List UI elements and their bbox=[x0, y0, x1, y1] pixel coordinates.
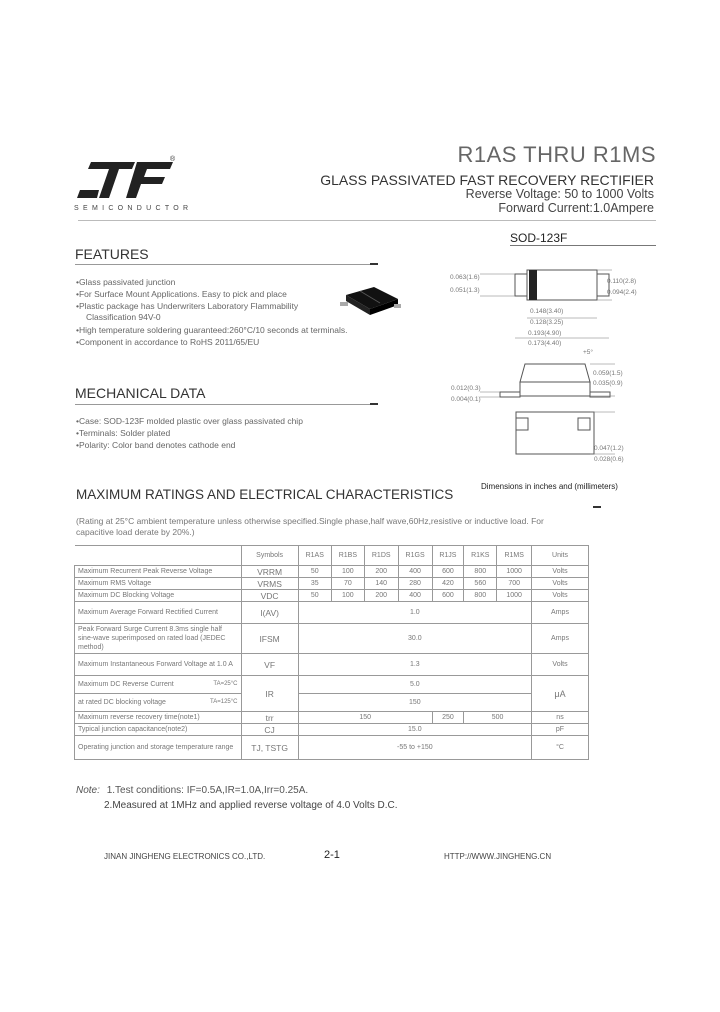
value-cell: 200 bbox=[364, 590, 398, 602]
features-list bbox=[76, 276, 376, 312]
part-number-title: R1AS THRU R1MS bbox=[457, 142, 656, 167]
reverse-voltage: Reverse Voltage: 50 to 1000 Volts bbox=[465, 187, 654, 201]
notes-label: Note: bbox=[76, 785, 100, 796]
ratings-table bbox=[74, 545, 589, 760]
param-cell: Operating junction and storage temperature range bbox=[75, 736, 242, 760]
symbol-cell: TJ, TSTG bbox=[241, 736, 298, 760]
unit-cell: °C bbox=[532, 736, 589, 760]
value-cell: 500 bbox=[464, 712, 532, 724]
value-cell: 560 bbox=[464, 578, 497, 590]
dim-label: 0.004(0.1) bbox=[451, 396, 481, 403]
param-cell: Typical junction capacitance(note2) bbox=[75, 724, 242, 736]
table-row bbox=[75, 590, 589, 602]
value-cell: 280 bbox=[398, 578, 432, 590]
value-cell: 150 bbox=[298, 712, 432, 724]
condition-text: TA=25°C bbox=[213, 681, 238, 687]
footer-company: JINAN JINGHENG ELECTRONICS CO.,LTD. bbox=[104, 852, 266, 861]
value-cell: 800 bbox=[464, 590, 497, 602]
unit-cell: Volts bbox=[532, 566, 589, 578]
unit-cell: Volts bbox=[532, 590, 589, 602]
symbol-cell: VRMS bbox=[241, 578, 298, 590]
dim-label: 0.059(1.5) bbox=[593, 370, 623, 377]
value-cell: 100 bbox=[331, 590, 364, 602]
value-cell: 50 bbox=[298, 590, 331, 602]
symbol-cell: CJ bbox=[241, 724, 298, 736]
table-row bbox=[75, 694, 589, 712]
header-cell: R1JS bbox=[432, 546, 464, 566]
value-cell: 1.3 bbox=[298, 654, 531, 676]
value-cell: 700 bbox=[497, 578, 532, 590]
dimensions-note: Dimensions in inches and (millimeters) bbox=[481, 482, 618, 491]
note-1: 1.Test conditions: IF=0.5A,IR=1.0A,Irr=0.25A. bbox=[106, 785, 309, 796]
unit-cell: Volts bbox=[532, 578, 589, 590]
table-row bbox=[75, 654, 589, 676]
param-cell: Maximum Average Forward Rectified Current bbox=[75, 602, 242, 624]
registered-mark: ® bbox=[170, 156, 176, 163]
value-cell: -55 to +150 bbox=[298, 736, 531, 760]
unit-cell: μA bbox=[532, 676, 589, 712]
header-cell: R1AS bbox=[298, 546, 331, 566]
symbol-cell: I(AV) bbox=[241, 602, 298, 624]
value-cell: 15.0 bbox=[298, 724, 531, 736]
table-row bbox=[75, 676, 589, 694]
list-item: • High temperature soldering guaranteed:260°C/10 seconds at terminals. bbox=[76, 324, 376, 336]
unit-cell: Amps bbox=[532, 624, 589, 654]
section-dash bbox=[593, 506, 601, 508]
param-cell: Maximum RMS Voltage bbox=[75, 578, 242, 590]
company-logo bbox=[77, 160, 177, 200]
symbol-cell: IFSM bbox=[241, 624, 298, 654]
mechanical-underline bbox=[75, 404, 375, 405]
table-row bbox=[75, 724, 589, 736]
unit-cell: Amps bbox=[532, 602, 589, 624]
value-cell: 600 bbox=[432, 566, 464, 578]
table-row bbox=[75, 624, 589, 654]
param-cell: Maximum Recurrent Peak Reverse Voltage bbox=[75, 566, 242, 578]
value-cell: 800 bbox=[464, 566, 497, 578]
list-item: • Polarity: Color band denotes cathode end bbox=[76, 439, 396, 451]
unit-cell: Volts bbox=[532, 654, 589, 676]
value-cell: 35 bbox=[298, 578, 331, 590]
value-cell: 100 bbox=[331, 566, 364, 578]
symbol-cell: IR bbox=[241, 676, 298, 712]
value-cell: 400 bbox=[398, 566, 432, 578]
dim-label: 0.128(3.25) bbox=[530, 319, 564, 326]
value-cell: 30.0 bbox=[298, 624, 531, 654]
dim-label: 0.063(1.6) bbox=[450, 274, 480, 281]
param-cell bbox=[75, 676, 242, 694]
dim-label: 0.148(3.40) bbox=[530, 308, 564, 315]
header-cell: R1DS bbox=[364, 546, 398, 566]
footer-url[interactable]: HTTP://WWW.JINGHENG.CN bbox=[444, 852, 552, 861]
value-cell: 5.0 bbox=[298, 676, 531, 694]
table-row bbox=[75, 578, 589, 590]
value-cell: 1000 bbox=[497, 566, 532, 578]
note-2: 2.Measured at 1MHz and applied reverse voltage of 4.0 Volts D.C. bbox=[104, 800, 398, 811]
list-item: • Plastic package has Underwriters Laboratory Flammability bbox=[76, 300, 376, 312]
section-dash bbox=[370, 263, 378, 265]
ratings-heading: MAXIMUM RATINGS AND ELECTRICAL CHARACTERISTICS bbox=[76, 487, 454, 502]
forward-current: Forward Current:1.0Ampere bbox=[498, 201, 654, 215]
unit-cell: ns bbox=[532, 712, 589, 724]
list-item: • Terminals: Solder plated bbox=[76, 427, 396, 439]
param-text: Maximum DC Reverse Current bbox=[78, 681, 174, 688]
value-cell: 250 bbox=[432, 712, 464, 724]
condition-text: TA=125°C bbox=[210, 699, 238, 705]
param-text: at rated DC blocking voltage bbox=[78, 699, 166, 706]
table-row bbox=[75, 602, 589, 624]
header-cell: R1GS bbox=[398, 546, 432, 566]
dim-label: 0.110(2.8) bbox=[607, 278, 637, 285]
symbol-cell: VRRM bbox=[241, 566, 298, 578]
header-cell: R1BS bbox=[331, 546, 364, 566]
table-row bbox=[75, 566, 589, 578]
section-dash bbox=[370, 403, 378, 405]
dim-label: 0.193(4.90) bbox=[528, 330, 562, 337]
dim-label: 0.047(1.2) bbox=[594, 445, 624, 452]
param-cell: Maximum DC Blocking Voltage bbox=[75, 590, 242, 602]
list-item: • Case: SOD-123F molded plastic over glass passivated chip bbox=[76, 415, 396, 427]
table-header-row bbox=[75, 546, 589, 566]
header-divider bbox=[78, 220, 656, 221]
footer-page-number: 2-1 bbox=[324, 849, 340, 861]
list-item: • For Surface Mount Applications. Easy to pick and place bbox=[76, 288, 376, 300]
unit-cell: pF bbox=[532, 724, 589, 736]
value-cell: 1000 bbox=[497, 590, 532, 602]
device-description: GLASS PASSIVATED FAST RECOVERY RECTIFIER bbox=[320, 172, 654, 188]
symbol-cell: VF bbox=[241, 654, 298, 676]
value-cell: 150 bbox=[298, 694, 531, 712]
param-cell: Peak Forward Surge Current 8.3ms single half sine-wave superimposed on rated load (JEDEC method) bbox=[75, 624, 242, 654]
semiconductor-label: SEMICONDUCTOR bbox=[74, 205, 193, 212]
rating-conditions: (Rating at 25°C ambient temperature unless otherwise specified.Single phase,half wave,60Hz,resistive or inductive load. For capacitive load derate by 20%.) bbox=[76, 516, 544, 537]
symbol-cell: trr bbox=[241, 712, 298, 724]
header-cell: R1KS bbox=[464, 546, 497, 566]
dim-label: 0.028(0.6) bbox=[594, 456, 624, 463]
param-cell: Maximum reverse recovery time(note1) bbox=[75, 712, 242, 724]
dim-label: 0.012(0.3) bbox=[451, 385, 481, 392]
notes-block bbox=[76, 785, 308, 796]
value-cell: 50 bbox=[298, 566, 331, 578]
package-name: SOD-123F bbox=[510, 231, 656, 246]
value-cell: 200 bbox=[364, 566, 398, 578]
features-heading: FEATURES bbox=[75, 246, 149, 262]
value-cell: 70 bbox=[331, 578, 364, 590]
symbol-cell: VDC bbox=[241, 590, 298, 602]
param-cell: Maximum Instantaneous Forward Voltage at 1.0 A bbox=[75, 654, 242, 676]
header-cell: Units bbox=[532, 546, 589, 566]
features-list-cont bbox=[76, 324, 376, 348]
dim-label: 0.051(1.3) bbox=[450, 287, 480, 294]
param-cell bbox=[75, 694, 242, 712]
value-cell: 140 bbox=[364, 578, 398, 590]
table-row bbox=[75, 736, 589, 760]
list-item-continuation: Classification 94V-0 bbox=[86, 312, 161, 322]
features-underline bbox=[75, 264, 375, 265]
component-image bbox=[336, 285, 402, 321]
table-row bbox=[75, 712, 589, 724]
value-cell: 400 bbox=[398, 590, 432, 602]
dim-label: 0.173(4.40) bbox=[528, 340, 562, 347]
list-item: • Component in accordance to RoHS 2011/65/EU bbox=[76, 336, 376, 348]
dim-label: 0.094(2.4) bbox=[607, 289, 637, 296]
list-item: • Glass passivated junction bbox=[76, 276, 376, 288]
header-cell: Symbols bbox=[241, 546, 298, 566]
mechanical-list bbox=[76, 415, 396, 451]
value-cell: 1.0 bbox=[298, 602, 531, 624]
dim-label: +5° bbox=[583, 349, 594, 356]
value-cell: 420 bbox=[432, 578, 464, 590]
mechanical-heading: MECHANICAL DATA bbox=[75, 385, 206, 401]
dim-label: 0.035(0.9) bbox=[593, 380, 623, 387]
header-cell: R1MS bbox=[497, 546, 532, 566]
value-cell: 600 bbox=[432, 590, 464, 602]
